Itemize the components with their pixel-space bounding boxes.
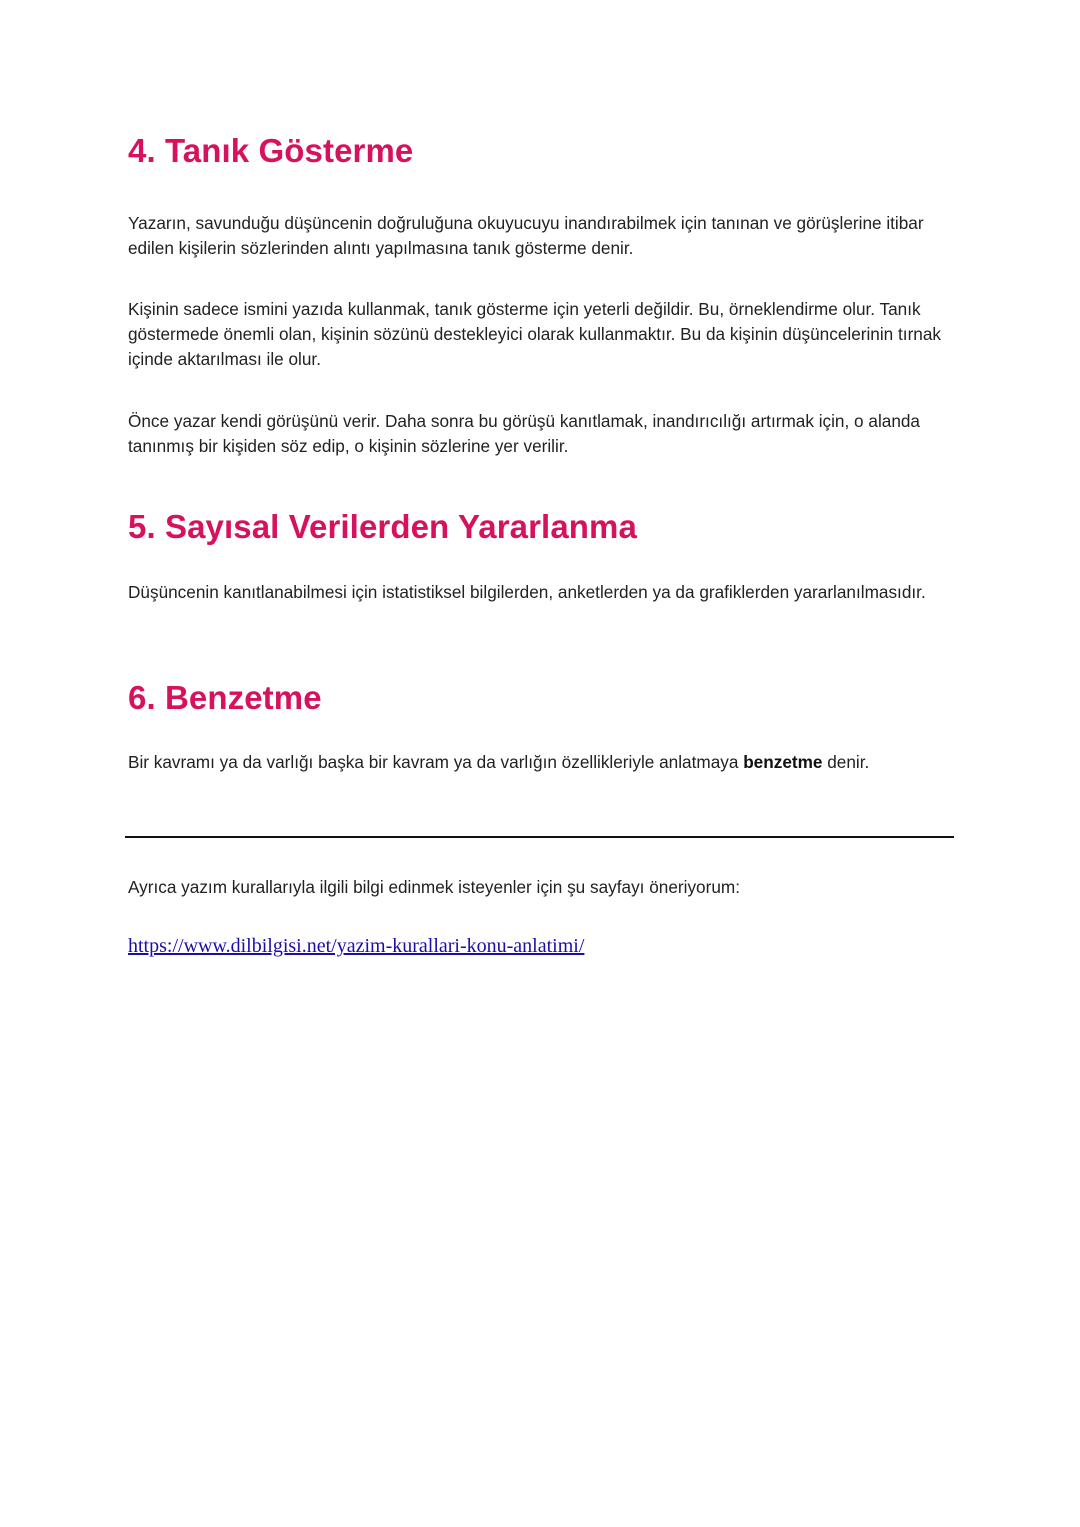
heading-benzetme: 6. Benzetme [128, 679, 322, 716]
heading-tanik-gosterme: 4. Tanık Gösterme [128, 132, 414, 169]
heading-sayisal-veriler: 5. Sayısal Verilerden Yararlanma [128, 508, 637, 545]
dilbilgisi-link[interactable]: https://www.dilbilgisi.net/yazim-kurallari-konu-anlatimi/ [128, 935, 585, 957]
paragraph-benzetme-tanim [128, 750, 958, 775]
paragraph-tanik-tanim: Yazarın, savunduğu düşüncenin doğruluğuna okuyucuyu inandırabilmek için tanınan ve görüşlerine itibar edilen kişilerin sözlerinden alıntı yapılmasına tanık gösterme denir. [128, 213, 924, 258]
paragraph-sayisal-tanim: Düşüncenin kanıtlanabilmesi için istatistiksel bilgilerden, anketlerden ya da grafiklerden yararlanılmasıdır. [128, 582, 926, 602]
paragraph-benzetme-text: Bir kavramı ya da varlığı başka bir kavram ya da varlığın özellikleriyle anlatmaya [128, 752, 744, 772]
paragraph-tanik-yontem: Önce yazar kendi görüşünü verir. Daha sonra bu görüşü kanıtlamak, inandırıcılığı artırmak için, o alanda tanınmış bir kişiden söz edip, o kişinin sözlerine yer verilir. [128, 411, 920, 456]
footer-note: Ayrıca yazım kurallarıyla ilgili bilgi edinmek isteyenler için şu sayfayı öneriyorum: [128, 877, 740, 897]
paragraph-benzetme-end: denir. [822, 752, 870, 772]
section-divider [125, 836, 954, 838]
term-benzetme-bold: benzetme [743, 752, 823, 772]
paragraph-tanik-ornek: Kişinin sadece ismini yazıda kullanmak, tanık gösterme için yeterli değildir. Bu, örneklendirme olur. Tanık göstermede önemli olan, kişinin sözünü destekleyici olarak kullanmaktır. Bu da kişinin düşüncelerinin tırnak içinde aktarılması ile olur. [128, 299, 942, 369]
